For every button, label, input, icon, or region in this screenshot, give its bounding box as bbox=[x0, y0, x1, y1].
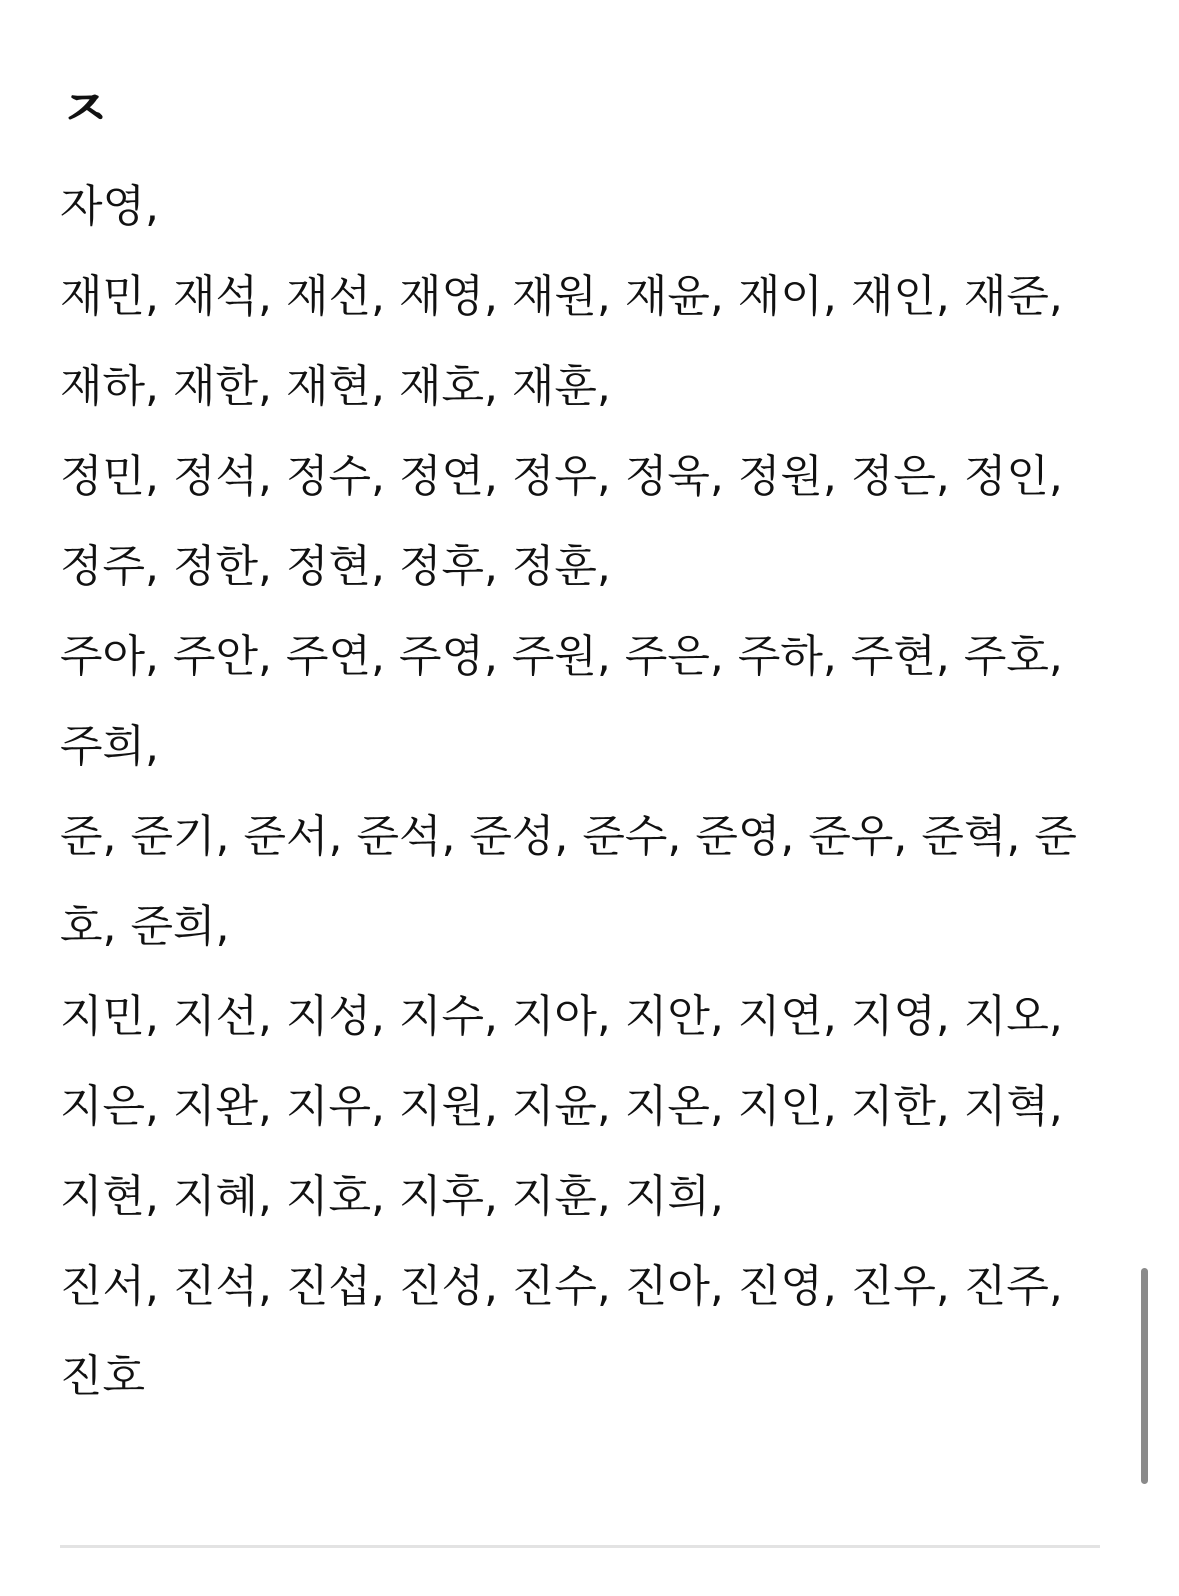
section-heading: ㅈ bbox=[60, 80, 111, 140]
name-group-ji: 지민, 지선, 지성, 지수, 지아, 지안, 지연, 지영, 지오, 지은, 지완, 지우, 지원, 지윤, 지온, 지인, 지한, 지혁, 지현, 지혜, 지호, 지후, 지훈, 지희, bbox=[60, 991, 1063, 1222]
article-body bbox=[60, 70, 1100, 1422]
name-group-jae: 재민, 재석, 재선, 재영, 재원, 재윤, 재이, 재인, 재준, 재하, 재한, 재현, 재호, 재훈, bbox=[60, 271, 1063, 412]
scrollbar-thumb[interactable] bbox=[1141, 1268, 1148, 1484]
name-group-jeong: 정민, 정석, 정수, 정연, 정우, 정욱, 정원, 정은, 정인, 정주, 정한, 정현, 정후, 정훈, bbox=[60, 451, 1063, 592]
name-group-ja: 자영, bbox=[60, 181, 159, 232]
name-group-jun: 준, 준기, 준서, 준석, 준성, 준수, 준영, 준우, 준혁, 준호, 준희, bbox=[60, 811, 1077, 952]
name-group-jin: 진서, 진석, 진섭, 진성, 진수, 진아, 진영, 진우, 진주, 진호 bbox=[60, 1261, 1063, 1402]
section-divider bbox=[60, 1545, 1100, 1548]
name-group-ju: 주아, 주안, 주연, 주영, 주원, 주은, 주하, 주현, 주호, 주희, bbox=[60, 631, 1063, 772]
